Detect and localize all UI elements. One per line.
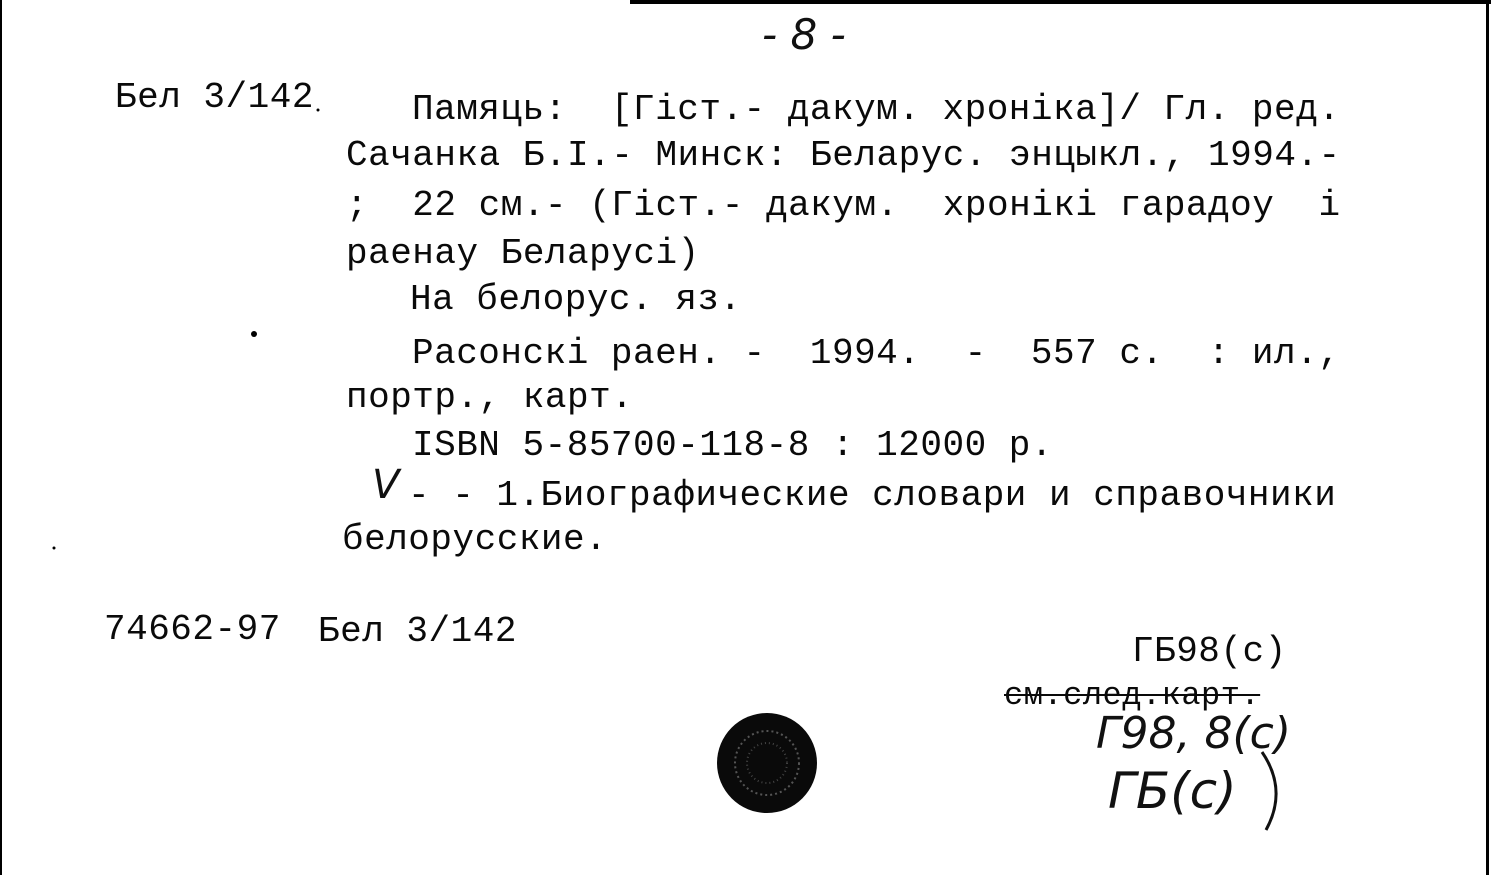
speck-1	[251, 331, 257, 337]
subject-line-2: белорусские.	[342, 519, 608, 560]
speck-3	[317, 109, 320, 112]
inventory-number: 74662-97	[104, 609, 281, 650]
handwritten-note-1: Г98, 8(с)	[1096, 708, 1291, 759]
entry-line-4: раенау Беларусі)	[346, 233, 700, 274]
entry-line-2: Сачанка Б.І.- Минск: Беларус. энцыкл., 1994.-	[346, 135, 1341, 176]
subject-line-1: - - 1.Биографические словари и справочники	[408, 475, 1337, 516]
circle-hole-icon	[717, 713, 817, 813]
page-number: - 8 -	[762, 10, 846, 59]
language-note: На белорус. яз.	[410, 279, 742, 320]
entry-line-1: Памяць: [Гіст.- дакум. хроніка]/ Гл. ред.	[412, 89, 1341, 130]
speck-2	[53, 547, 56, 550]
volume-line-1: Расонскі раен. - 1994. - 557 с. : ил.,	[412, 333, 1341, 374]
stamp-code: ГБ98(с)	[1132, 631, 1287, 672]
handwritten-bracket	[1262, 752, 1276, 830]
checkmark: V	[372, 462, 400, 508]
shelfmark-top: Бел 3/142	[115, 77, 314, 118]
handwritten-note-2: ГБ(с)	[1108, 762, 1237, 820]
entry-line-3: ; 22 см.- (Гіст.- дакум. хронікі гарадоу і	[346, 185, 1341, 226]
shelfmark-bottom: Бел 3/142	[318, 611, 517, 652]
volume-line-2: портр., карт.	[346, 377, 634, 418]
crossed-out-note: см.след.карт.	[1004, 677, 1261, 714]
isbn-line: ISBN 5-85700-118-8 : 12000 р.	[412, 425, 1054, 466]
